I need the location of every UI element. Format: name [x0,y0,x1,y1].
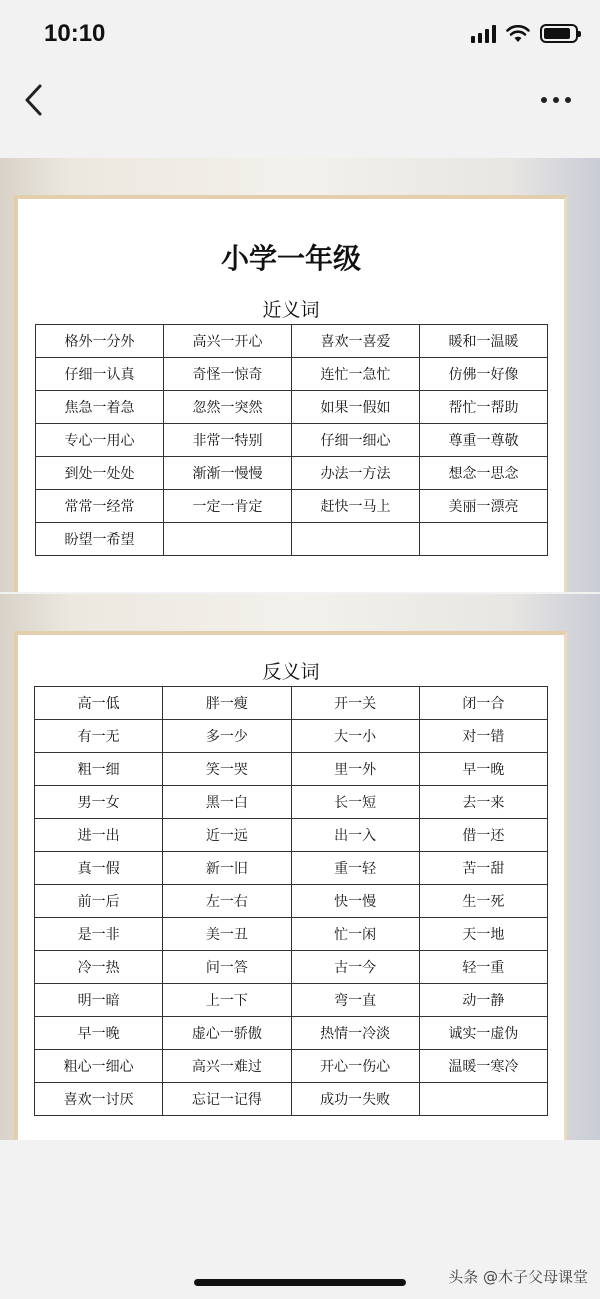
table-row [36,424,548,457]
antonyms-table [34,686,548,1116]
table-cell: 有一无 [35,720,163,753]
table-cell: 多一少 [163,720,291,753]
table-cell: 温暖一寒冷 [419,1050,547,1083]
table-cell: 长一短 [291,786,419,819]
table-row [36,325,548,358]
table-cell: 粗一细 [35,753,163,786]
table-cell: 前一后 [35,885,163,918]
table-cell: 胖一瘦 [163,687,291,720]
more-dot [553,97,559,103]
table-cell: 尊重一尊敬 [420,424,548,457]
table-cell: 生一死 [419,885,547,918]
table-cell [164,523,292,556]
table-cell: 笑一哭 [163,753,291,786]
back-button[interactable] [16,80,56,120]
table-cell [420,523,548,556]
table-cell: 帮忙一帮助 [420,391,548,424]
table-cell: 喜欢一喜爱 [292,325,420,358]
table-cell: 一定一肯定 [164,490,292,523]
table-row [36,358,548,391]
table-row [35,1017,548,1050]
table-cell: 新一旧 [163,852,291,885]
table-cell: 是一非 [35,918,163,951]
table-cell: 忙一闲 [291,918,419,951]
table-cell: 苦一甜 [419,852,547,885]
table-cell: 奇怪一惊奇 [164,358,292,391]
table-row [36,391,548,424]
chevron-left-icon [16,80,56,120]
table-cell: 盼望一希望 [36,523,164,556]
more-button[interactable] [534,82,578,118]
table-cell: 粗心一细心 [35,1050,163,1083]
table-cell: 焦急一着急 [36,391,164,424]
table-cell: 轻一重 [419,951,547,984]
table-row [36,490,548,523]
table-row [35,918,548,951]
table-cell: 开心一伤心 [291,1050,419,1083]
table-cell: 如果一假如 [292,391,420,424]
table-row [35,1050,548,1083]
table-cell: 高兴一开心 [164,325,292,358]
table-row [35,819,548,852]
table-cell: 左一右 [163,885,291,918]
table-cell: 里一外 [291,753,419,786]
table-cell: 美一丑 [163,918,291,951]
table-cell: 连忙一急忙 [292,358,420,391]
table-row [35,753,548,786]
battery-icon [540,24,578,43]
table-cell: 成功一失败 [291,1083,419,1116]
table-cell: 高兴一难过 [163,1050,291,1083]
table-cell: 借一还 [419,819,547,852]
table-cell: 黑一白 [163,786,291,819]
table-cell: 仔细一认真 [36,358,164,391]
table-cell: 闭一合 [419,687,547,720]
status-bar [0,0,600,70]
table-cell: 诚实一虚伪 [419,1017,547,1050]
status-time: 10:10 [44,20,106,47]
watermark: 头条 @木子父母课堂 [448,1268,588,1286]
table-cell: 大一小 [291,720,419,753]
home-indicator [194,1279,406,1286]
battery-level [544,28,570,39]
nav-bar [0,70,600,132]
table-cell: 格外一分外 [36,325,164,358]
table-cell: 上一下 [163,984,291,1017]
more-dots-icon [541,97,547,103]
table-row [35,687,548,720]
table-row [35,951,548,984]
table-cell: 去一来 [419,786,547,819]
table-cell: 真一假 [35,852,163,885]
table-cell: 办法一方法 [292,457,420,490]
table-cell: 到处一处处 [36,457,164,490]
table-cell: 渐渐一慢慢 [164,457,292,490]
table-cell: 古一今 [291,951,419,984]
table-cell: 早一晚 [35,1017,163,1050]
table-cell: 对一错 [419,720,547,753]
table-row [36,457,548,490]
more-dot [565,97,571,103]
table-cell: 快一慢 [291,885,419,918]
table-cell [292,523,420,556]
table-cell: 问一答 [163,951,291,984]
table-cell: 动一静 [419,984,547,1017]
table-cell: 重一轻 [291,852,419,885]
table-cell: 喜欢一讨厌 [35,1083,163,1116]
cellular-signal-icon [471,25,496,43]
antonyms-title: 反义词 [262,661,320,683]
table-cell: 忘记一记得 [163,1083,291,1116]
antonyms-paper [14,631,567,1140]
table-row [35,1083,548,1116]
doc-title: 小学一年级 [220,242,361,275]
table-cell: 虚心一骄傲 [163,1017,291,1050]
wifi-icon [506,25,530,43]
table-cell: 仔细一细心 [292,424,420,457]
table-cell: 仿佛一好像 [420,358,548,391]
table-row [35,720,548,753]
table-cell: 想念一思念 [420,457,548,490]
table-cell: 男一女 [35,786,163,819]
table-row [36,523,548,556]
table-cell [419,1083,547,1116]
table-row [35,852,548,885]
status-icons [471,24,578,43]
synonyms-photo[interactable] [0,158,600,592]
synonyms-paper [14,195,567,592]
table-cell: 暖和一温暖 [420,325,548,358]
table-cell: 美丽一漂亮 [420,490,548,523]
synonyms-table [35,324,548,556]
table-cell: 明一暗 [35,984,163,1017]
table-cell: 赶快一马上 [292,490,420,523]
table-cell: 进一出 [35,819,163,852]
table-cell: 热情一冷淡 [291,1017,419,1050]
table-cell: 近一远 [163,819,291,852]
table-row [35,984,548,1017]
antonyms-photo[interactable] [0,594,600,1140]
table-cell: 高一低 [35,687,163,720]
table-cell: 开一关 [291,687,419,720]
table-cell: 冷一热 [35,951,163,984]
table-cell: 早一晚 [419,753,547,786]
synonyms-title: 近义词 [262,299,320,321]
table-cell: 常常一经常 [36,490,164,523]
table-row [35,885,548,918]
table-cell: 出一入 [291,819,419,852]
table-cell: 非常一特别 [164,424,292,457]
table-cell: 忽然一突然 [164,391,292,424]
table-cell: 弯一直 [291,984,419,1017]
table-row [35,786,548,819]
table-cell: 专心一用心 [36,424,164,457]
table-cell: 天一地 [419,918,547,951]
